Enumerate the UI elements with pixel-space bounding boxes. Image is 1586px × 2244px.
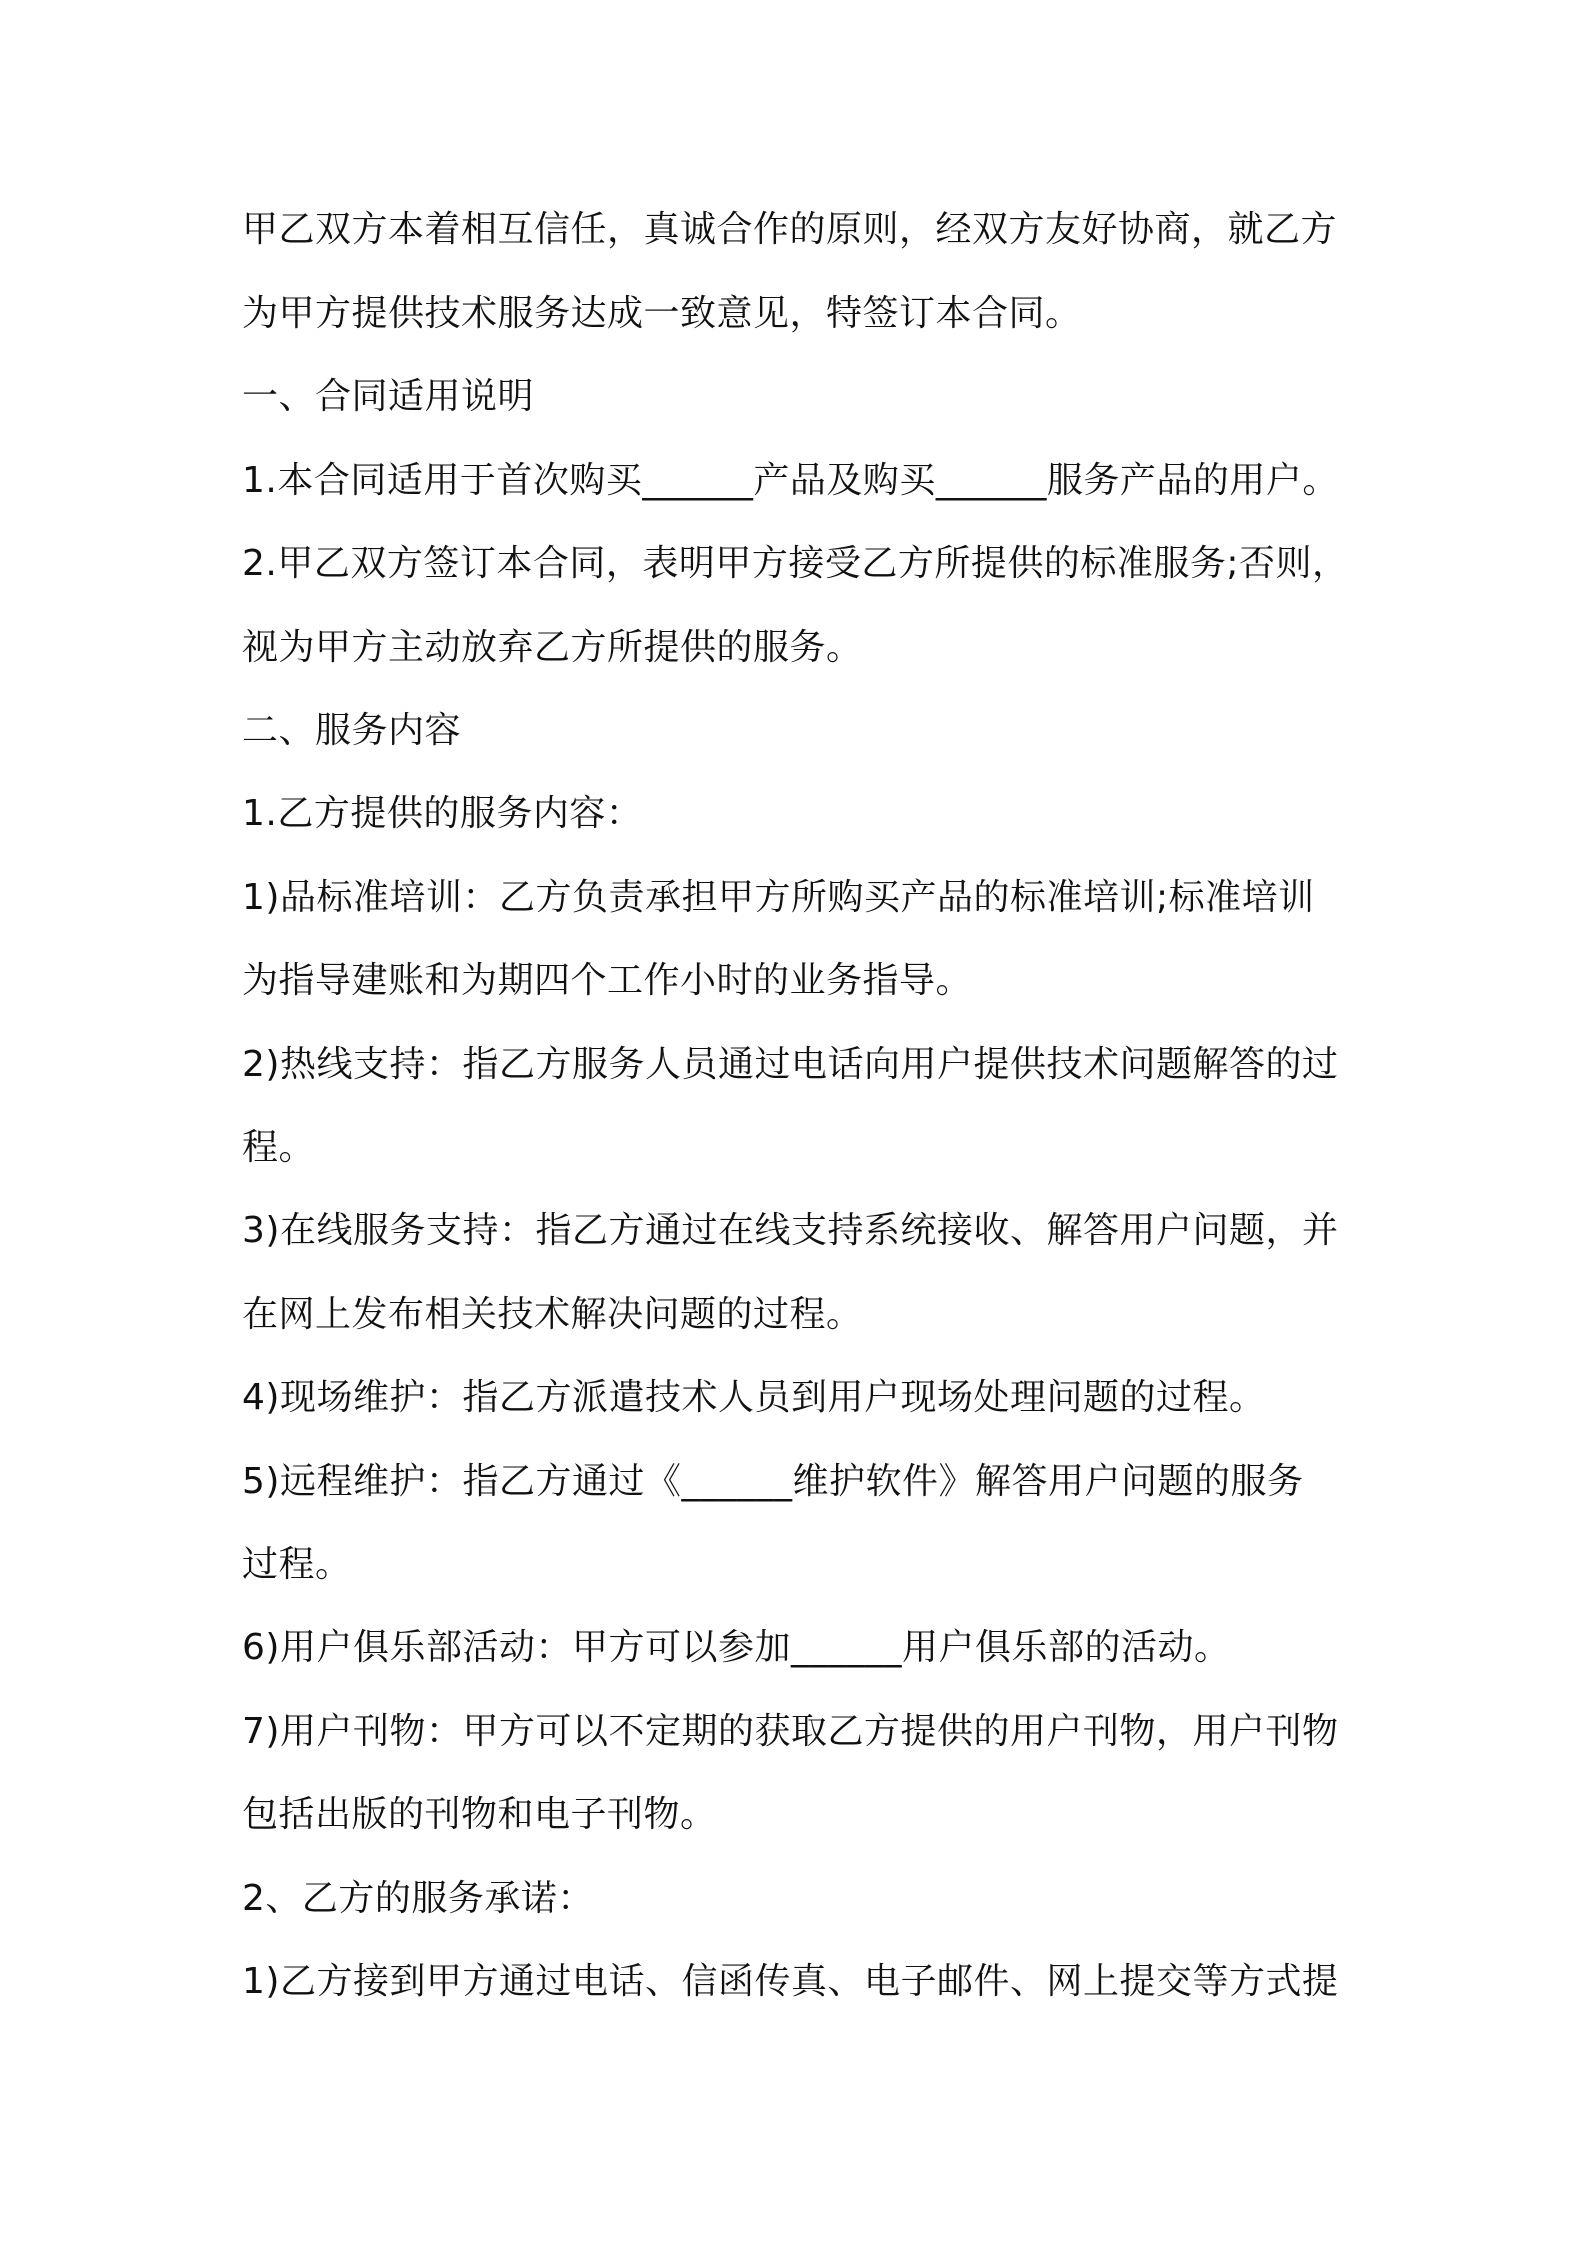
paragraph-line: 2.甲乙双方签订本合同，表明甲方接受乙方所提供的标准服务;否则， [242,543,1349,584]
paragraph-line: 1)乙方接到甲方通过电话、信函传真、电子邮件、网上提交等方式提 [242,1961,1339,2002]
paragraph-line: 4)现场维护：指乙方派遣技术人员到用户现场处理问题的过程。 [242,1377,1266,1418]
paragraph-line: 为甲方提供技术服务达成一致意见，特签订本合同。 [242,293,1082,334]
paragraph-line: 2)热线支持：指乙方服务人员通过电话向用户提供技术问题解答的过 [242,1044,1339,1085]
paragraph-line: 程。 [242,1127,316,1168]
paragraph-line: 包括出版的刊物和电子刊物。 [242,1794,717,1835]
paragraph-line: 7)用户刊物：甲方可以不定期的获取乙方提供的用户刊物，用户刊物 [242,1711,1339,1752]
paragraph-line: 6)用户俱乐部活动：甲方可以参加______用户俱乐部的活动。 [242,1627,1231,1668]
paragraph-line: 在网上发布相关技术解决问题的过程。 [242,1294,863,1335]
paragraph-line: 视为甲方主动放弃乙方所提供的服务。 [242,627,863,668]
section-heading: 二、服务内容 [242,710,462,751]
paragraph-line: 为指导建账和为期四个工作小时的业务指导。 [242,960,973,1001]
paragraph-line: 5)远程维护：指乙方通过《______维护软件》解答用户问题的服务 [242,1461,1304,1502]
paragraph-line: 1)品标准培训：乙方负责承担甲方所购买产品的标准培训;标准培训 [242,877,1315,918]
paragraph-line: 甲乙双方本着相互信任，真诚合作的原则，经双方友好协商，就乙方 [242,209,1338,250]
subsection-heading: 1.乙方提供的服务内容： [242,793,643,834]
paragraph-line: 过程。 [242,1544,352,1585]
section-heading: 一、合同适用说明 [242,376,535,417]
paragraph-line: 3)在线服务支持：指乙方通过在线支持系统接收、解答用户问题，并 [242,1210,1339,1251]
paragraph-line: 1.本合同适用于首次购买______产品及购买______服务产品的用户。 [242,460,1339,501]
subsection-heading: 2、乙方的服务承诺： [242,1878,594,1919]
